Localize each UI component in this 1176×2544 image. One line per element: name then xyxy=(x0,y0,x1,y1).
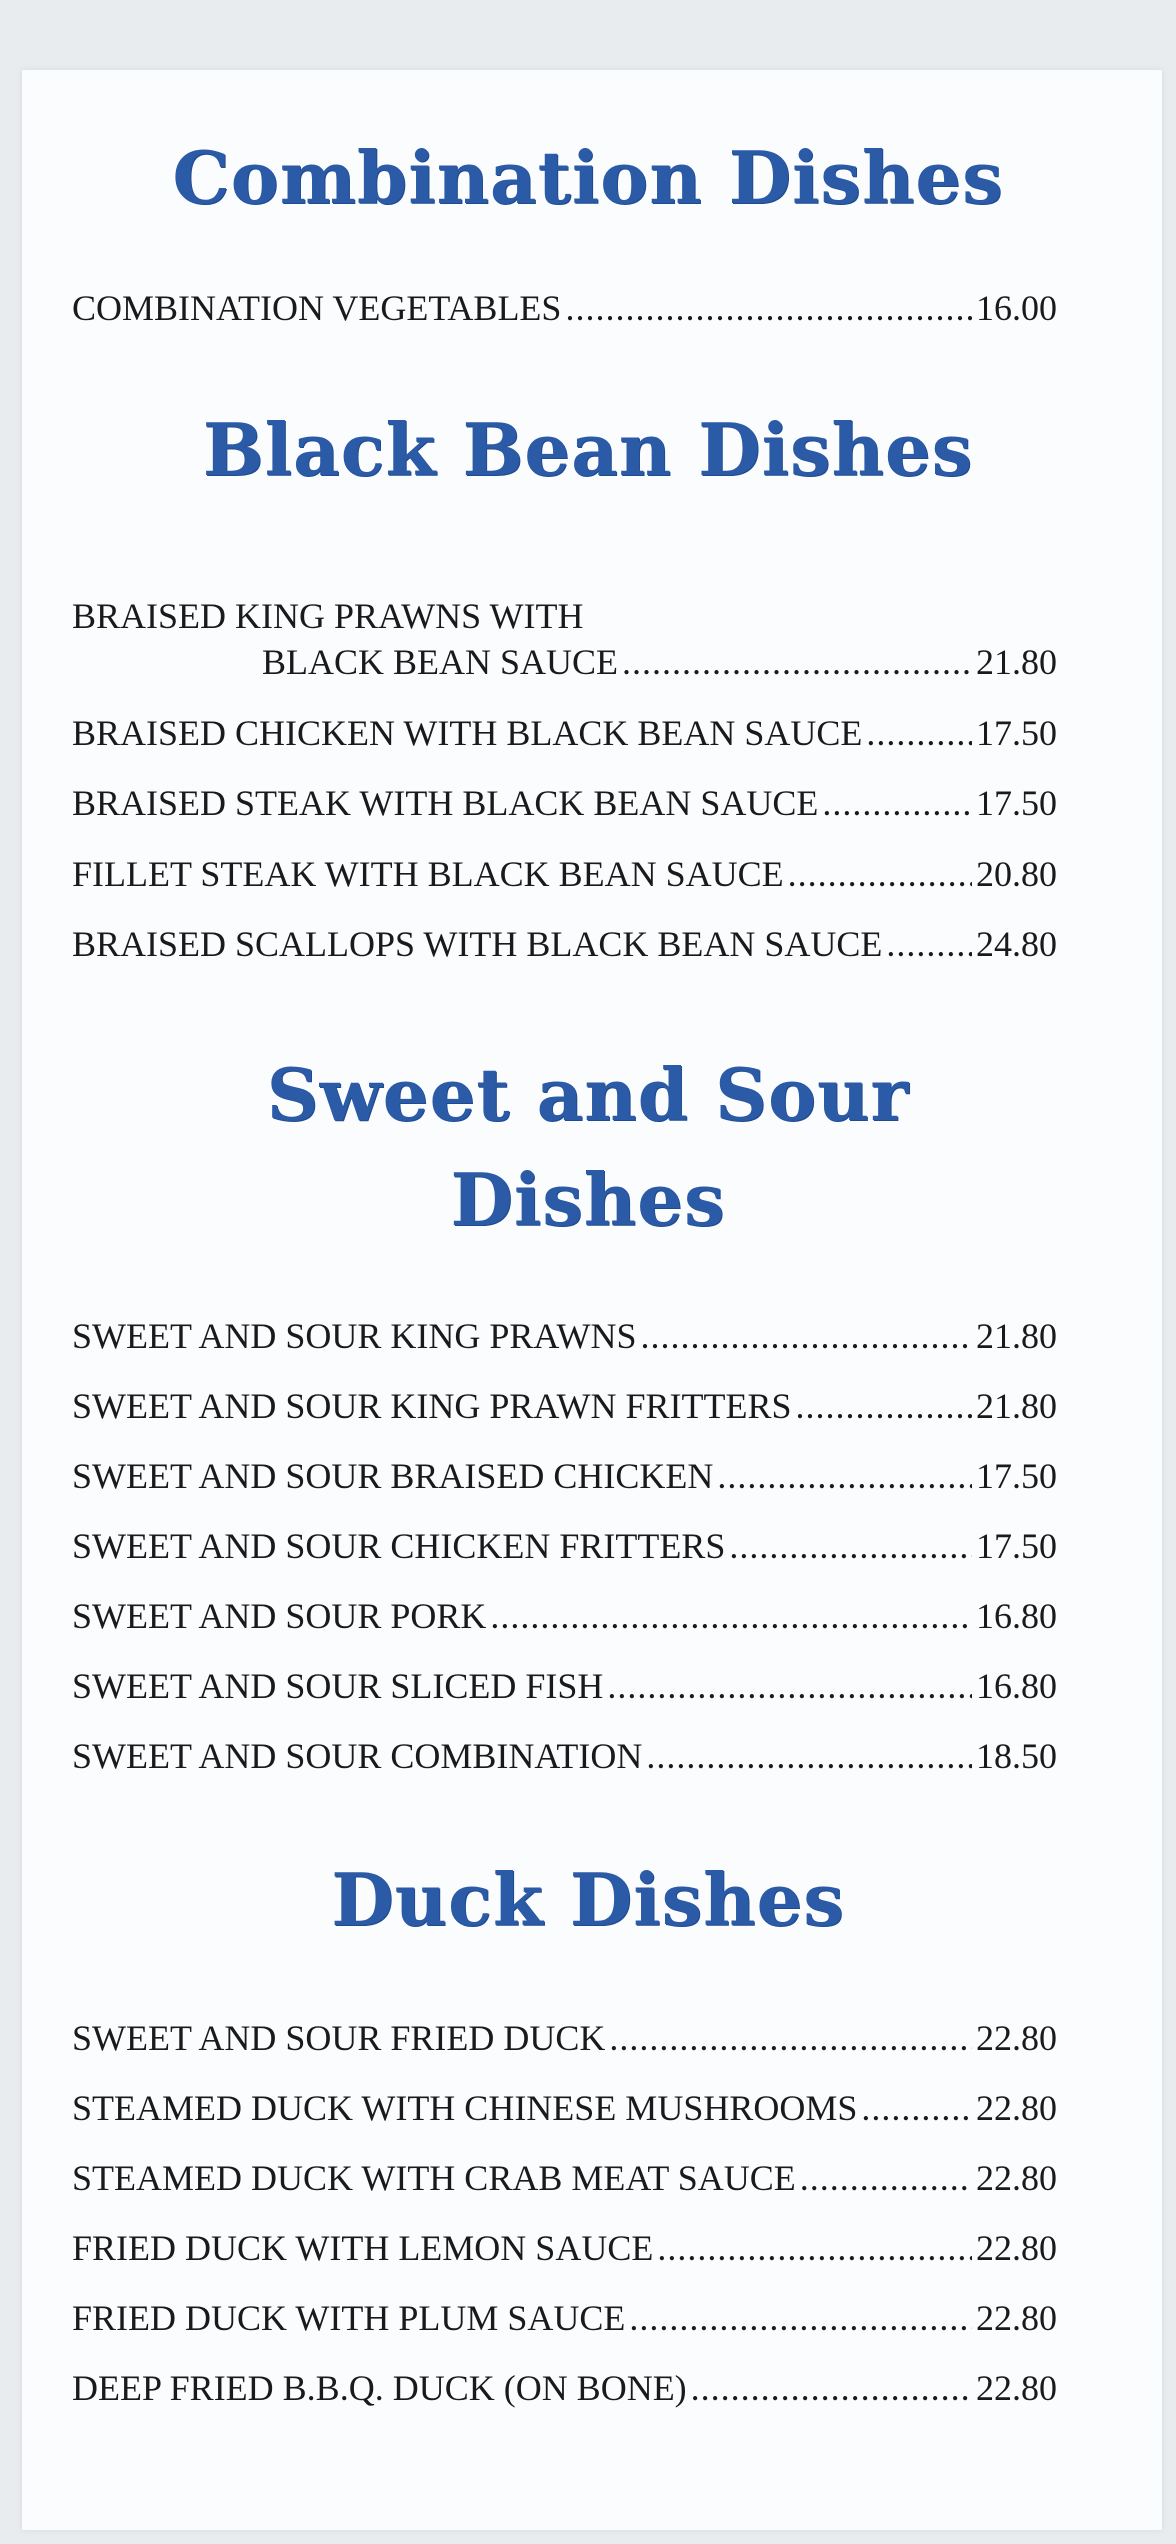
item-price: 21.80 xyxy=(976,1316,1057,1356)
leader-dots xyxy=(800,2160,972,2196)
menu-item xyxy=(72,2230,1057,2266)
menu-item xyxy=(72,290,1057,326)
item-price: 16.00 xyxy=(976,288,1057,328)
leader-dots xyxy=(629,2300,972,2336)
leader-dots xyxy=(657,2230,972,2266)
item-price: 22.80 xyxy=(976,2018,1057,2058)
item-price: 22.80 xyxy=(976,2158,1057,2198)
menu-item xyxy=(72,1668,1057,1704)
item-name: FRIED DUCK WITH PLUM SAUCE xyxy=(72,2298,626,2338)
item-name: SWEET AND SOUR KING PRAWN FRITTERS xyxy=(72,1386,792,1426)
menu-item xyxy=(72,2090,1057,2126)
menu-item xyxy=(72,856,1057,892)
menu-item xyxy=(72,2300,1057,2336)
item-name: COMBINATION VEGETABLES xyxy=(72,288,562,328)
item-name: SWEET AND SOUR KING PRAWNS xyxy=(72,1316,637,1356)
item-name: DEEP FRIED B.B.Q. DUCK (ON BONE) xyxy=(72,2368,687,2408)
item-price: 22.80 xyxy=(976,2228,1057,2268)
item-price: 17.50 xyxy=(976,783,1057,823)
leader-dots xyxy=(886,926,972,962)
menu-item xyxy=(262,644,1057,680)
item-price: 22.80 xyxy=(976,2298,1057,2338)
leader-dots xyxy=(607,1668,972,1704)
item-price: 22.80 xyxy=(976,2368,1057,2408)
item-price: 24.80 xyxy=(976,924,1057,964)
menu-item xyxy=(72,1738,1057,1774)
item-name: FRIED DUCK WITH LEMON SAUCE xyxy=(72,2228,654,2268)
leader-dots xyxy=(565,290,972,326)
section-title-sweet-sour-line2: Dishes xyxy=(450,1157,726,1242)
menu-item xyxy=(72,1598,1057,1634)
leader-dots xyxy=(861,2090,972,2126)
item-price: 17.50 xyxy=(976,713,1057,753)
item-name: BLACK BEAN SAUCE xyxy=(262,642,619,682)
item-name: STEAMED DUCK WITH CHINESE MUSHROOMS xyxy=(72,2088,858,2128)
item-name: SWEET AND SOUR CHICKEN FRITTERS xyxy=(72,1526,726,1566)
menu-item xyxy=(72,1388,1057,1424)
leader-dots xyxy=(622,644,972,680)
menu-item xyxy=(72,2020,1057,2056)
leader-dots xyxy=(646,1738,972,1774)
menu-item xyxy=(72,926,1057,962)
item-price: 22.80 xyxy=(976,2088,1057,2128)
section-title-sweet-sour: Sweet and Sour xyxy=(266,1052,910,1137)
menu-item xyxy=(72,1318,1057,1354)
item-name: SWEET AND SOUR COMBINATION xyxy=(72,1736,643,1776)
item-price: 21.80 xyxy=(976,642,1057,682)
menu-item xyxy=(72,1528,1057,1564)
item-name: BRAISED CHICKEN WITH BLACK BEAN SAUCE xyxy=(72,713,863,753)
leader-dots xyxy=(691,2370,972,2406)
item-price: 16.80 xyxy=(976,1666,1057,1706)
item-name: SWEET AND SOUR PORK xyxy=(72,1596,487,1636)
leader-dots xyxy=(729,1528,972,1564)
item-price: 20.80 xyxy=(976,854,1057,894)
item-price: 16.80 xyxy=(976,1596,1057,1636)
leader-dots xyxy=(788,856,972,892)
leader-dots xyxy=(609,2020,972,2056)
menu-item xyxy=(72,1458,1057,1494)
item-price: 18.50 xyxy=(976,1736,1057,1776)
item-name-line1: BRAISED KING PRAWNS WITH xyxy=(72,596,584,636)
leader-dots xyxy=(641,1318,973,1354)
item-name: STEAMED DUCK WITH CRAB MEAT SAUCE xyxy=(72,2158,796,2198)
menu-item xyxy=(72,2370,1057,2406)
menu-item xyxy=(72,2160,1057,2196)
item-price: 17.50 xyxy=(976,1456,1057,1496)
leader-dots xyxy=(822,785,972,821)
section-title-black-bean: Black Bean Dishes xyxy=(202,407,974,492)
section-title-combination: Combination Dishes xyxy=(172,135,1004,220)
item-name: FILLET STEAK WITH BLACK BEAN SAUCE xyxy=(72,854,784,894)
item-name: BRAISED SCALLOPS WITH BLACK BEAN SAUCE xyxy=(72,924,883,964)
leader-dots xyxy=(866,715,972,751)
menu-item xyxy=(72,785,1057,821)
item-name: SWEET AND SOUR FRIED DUCK xyxy=(72,2018,606,2058)
section-title-duck: Duck Dishes xyxy=(331,1857,845,1942)
item-name: SWEET AND SOUR BRAISED CHICKEN xyxy=(72,1456,714,1496)
item-price: 21.80 xyxy=(976,1386,1057,1426)
item-price: 17.50 xyxy=(976,1526,1057,1566)
item-name: BRAISED STEAK WITH BLACK BEAN SAUCE xyxy=(72,783,819,823)
leader-dots xyxy=(796,1388,973,1424)
leader-dots xyxy=(717,1458,972,1494)
item-name: SWEET AND SOUR SLICED FISH xyxy=(72,1666,604,1706)
menu-item xyxy=(72,715,1057,751)
leader-dots xyxy=(490,1598,972,1634)
